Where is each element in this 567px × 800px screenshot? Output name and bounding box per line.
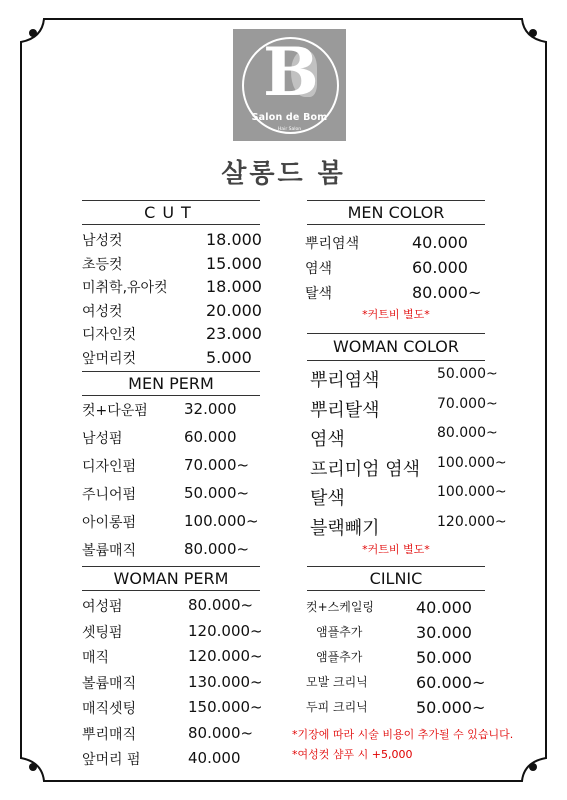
clinic-item-price: 60.000~ [416, 673, 486, 692]
cut-item-price: 18.000 [206, 277, 262, 296]
men-perm-row [82, 540, 272, 560]
men-perm-item-price: 50.000~ [184, 484, 250, 502]
woman-color-item-name: 블랙빼기 [310, 517, 380, 539]
woman-perm-item-name: 매직 [82, 650, 110, 666]
cut-item-name: 미취학,유아컷 [82, 280, 168, 296]
logo-name: Salon de Bom [251, 112, 328, 123]
woman-perm-row [82, 647, 272, 667]
men-color-title: MEN COLOR [347, 203, 445, 222]
cut-item-price: 15.000 [206, 253, 262, 273]
men-perm-rule-bottom [82, 395, 260, 396]
woman-perm-item-price: 40.000 [188, 749, 241, 767]
men-perm-row [82, 512, 272, 532]
salon-logo [233, 29, 346, 141]
footnote-length-surcharge: *기장에 따라 시술 비용이 추가될 수 있습니다. [292, 728, 514, 741]
men-color-rule-top [307, 200, 485, 201]
clinic-item-price: 40.000 [416, 598, 472, 617]
woman-perm-row [82, 622, 272, 642]
cut-item-price: 23.000 [206, 324, 262, 343]
men-perm-item-name: 컷+다운펌 [82, 403, 148, 419]
cut-item-price: 5.000 [206, 347, 252, 367]
clinic-item-price: 50.000 [416, 648, 472, 667]
cut-title: CUT [144, 203, 198, 222]
woman-color-item-name: 염색 [310, 429, 345, 450]
men-color-item-price: 40.000 [412, 233, 468, 252]
cut-item-name: 남성컷 [82, 233, 123, 249]
woman-perm-item-price: 120.000~ [188, 647, 263, 665]
woman-color-item-name: 탈색 [310, 488, 345, 509]
clinic-rule-top [307, 566, 485, 567]
men-perm-row [82, 456, 272, 476]
clinic-row [306, 648, 506, 668]
men-perm-row [82, 428, 272, 448]
clinic-item-name: 앰플추가 [316, 650, 363, 664]
woman-perm-row [82, 698, 272, 718]
woman-color-item-price: 100.000~ [437, 454, 507, 471]
men-perm-row [82, 400, 272, 420]
clinic-title: CILNIC [369, 569, 423, 588]
men-color-row [305, 233, 495, 253]
clinic-rule-bottom [307, 590, 485, 591]
men-perm-item-name: 디자인펌 [82, 459, 137, 475]
clinic-row [306, 698, 506, 718]
cut-item-name: 디자인컷 [82, 327, 137, 343]
cut-item-name: 여성컷 [82, 303, 123, 320]
men-perm-item-name: 남성펌 [82, 431, 123, 447]
cut-item-price: 20.000 [206, 300, 262, 320]
men-color-row [305, 258, 495, 278]
woman-perm-item-name: 셋팅펌 [82, 624, 123, 641]
woman-color-row [310, 484, 515, 509]
woman-perm-item-price: 120.000~ [188, 621, 263, 640]
cut-row [82, 230, 272, 250]
cut-item-price: 18.000 [206, 230, 262, 249]
clinic-item-name: 두피 크리닉 [306, 700, 368, 714]
woman-color-rule-top [307, 333, 485, 334]
woman-color-title: WOMAN COLOR [332, 337, 460, 356]
woman-color-item-name: 뿌리염색 [310, 370, 380, 391]
woman-perm-item-price: 130.000~ [188, 672, 263, 691]
woman-color-item-price: 120.000~ [437, 513, 507, 530]
woman-perm-item-price: 150.000~ [188, 698, 263, 716]
woman-color-row [310, 366, 515, 391]
men-color-note: *커트비 별도* [362, 308, 430, 321]
men-perm-item-price: 60.000 [184, 428, 237, 446]
clinic-item-price: 50.000~ [416, 698, 486, 717]
woman-color-item-name: 뿌리탈색 [310, 399, 380, 421]
woman-perm-row [82, 749, 272, 769]
page-title: 살롱드 봄 [221, 159, 346, 189]
footnote-shampoo-surcharge: *여성컷 샴푸 시 +5,000 [292, 748, 413, 761]
men-color-item-price: 80.000~ [412, 283, 482, 302]
woman-color-row [310, 425, 515, 450]
cut-row [82, 277, 272, 297]
woman-color-row [310, 513, 515, 539]
woman-color-rule-bottom [307, 360, 485, 361]
cut-rule-bottom [82, 224, 260, 225]
woman-perm-row [82, 596, 272, 616]
clinic-item-name: 앰플추가 [316, 625, 363, 639]
woman-perm-rule-top [82, 566, 260, 567]
cut-row [82, 301, 272, 321]
woman-perm-item-name: 앞머리 펌 [82, 752, 141, 768]
woman-perm-item-name: 뿌리매직 [82, 726, 137, 743]
men-perm-item-price: 70.000~ [184, 456, 250, 474]
clinic-row [306, 598, 506, 618]
logo-subtitle: Hair Salon [277, 127, 302, 132]
men-perm-row [82, 484, 272, 504]
clinic-item-name: 모발 크리닉 [306, 675, 368, 689]
woman-color-item-price: 80.000~ [437, 425, 498, 441]
men-perm-title: MEN PERM [128, 374, 214, 393]
woman-perm-item-name: 여성펌 [82, 599, 123, 615]
clinic-item-price: 30.000 [416, 623, 472, 642]
men-perm-item-name: 볼륨매직 [82, 543, 137, 559]
clinic-item-name: 컷+스케일링 [306, 600, 375, 614]
cut-item-name: 앞머리컷 [82, 350, 137, 367]
men-color-item-name: 뿌리염색 [305, 236, 360, 252]
woman-perm-item-name: 볼륨매직 [82, 675, 137, 692]
men-color-item-name: 탈색 [305, 286, 333, 302]
cut-row [82, 254, 272, 274]
woman-color-item-price: 100.000~ [437, 484, 507, 500]
men-perm-item-price: 80.000~ [184, 540, 250, 558]
cut-item-name: 초등컷 [82, 256, 123, 273]
men-color-item-price: 60.000 [412, 258, 468, 277]
woman-perm-item-name: 매직셋팅 [82, 701, 137, 717]
cut-rule-top [82, 200, 260, 201]
woman-color-row [310, 395, 515, 421]
woman-perm-row [82, 724, 272, 744]
men-color-rule-bottom [307, 224, 485, 225]
cut-row [82, 324, 272, 344]
woman-color-row [310, 454, 515, 480]
woman-perm-item-price: 80.000~ [188, 723, 254, 742]
woman-color-item-name: 프리미엄 염색 [310, 458, 421, 480]
woman-perm-rule-bottom [82, 590, 260, 591]
woman-perm-item-price: 80.000~ [188, 596, 254, 614]
men-perm-item-price: 100.000~ [184, 512, 259, 530]
men-perm-item-price: 32.000 [184, 400, 237, 418]
men-perm-item-name: 주니어펌 [82, 487, 137, 503]
woman-color-note: *커트비 별도* [362, 543, 430, 556]
woman-perm-title: WOMAN PERM [113, 569, 229, 588]
men-perm-item-name: 아이롱펌 [82, 515, 137, 531]
clinic-row [306, 623, 506, 643]
men-color-row [305, 283, 495, 303]
woman-color-item-price: 50.000~ [437, 366, 498, 382]
logo-letter: B [263, 33, 319, 111]
clinic-row [306, 673, 506, 693]
men-color-item-name: 염색 [305, 261, 333, 277]
woman-color-item-price: 70.000~ [437, 395, 498, 412]
men-perm-rule-top [82, 371, 260, 372]
woman-perm-row [82, 673, 272, 693]
cut-row [82, 348, 272, 368]
